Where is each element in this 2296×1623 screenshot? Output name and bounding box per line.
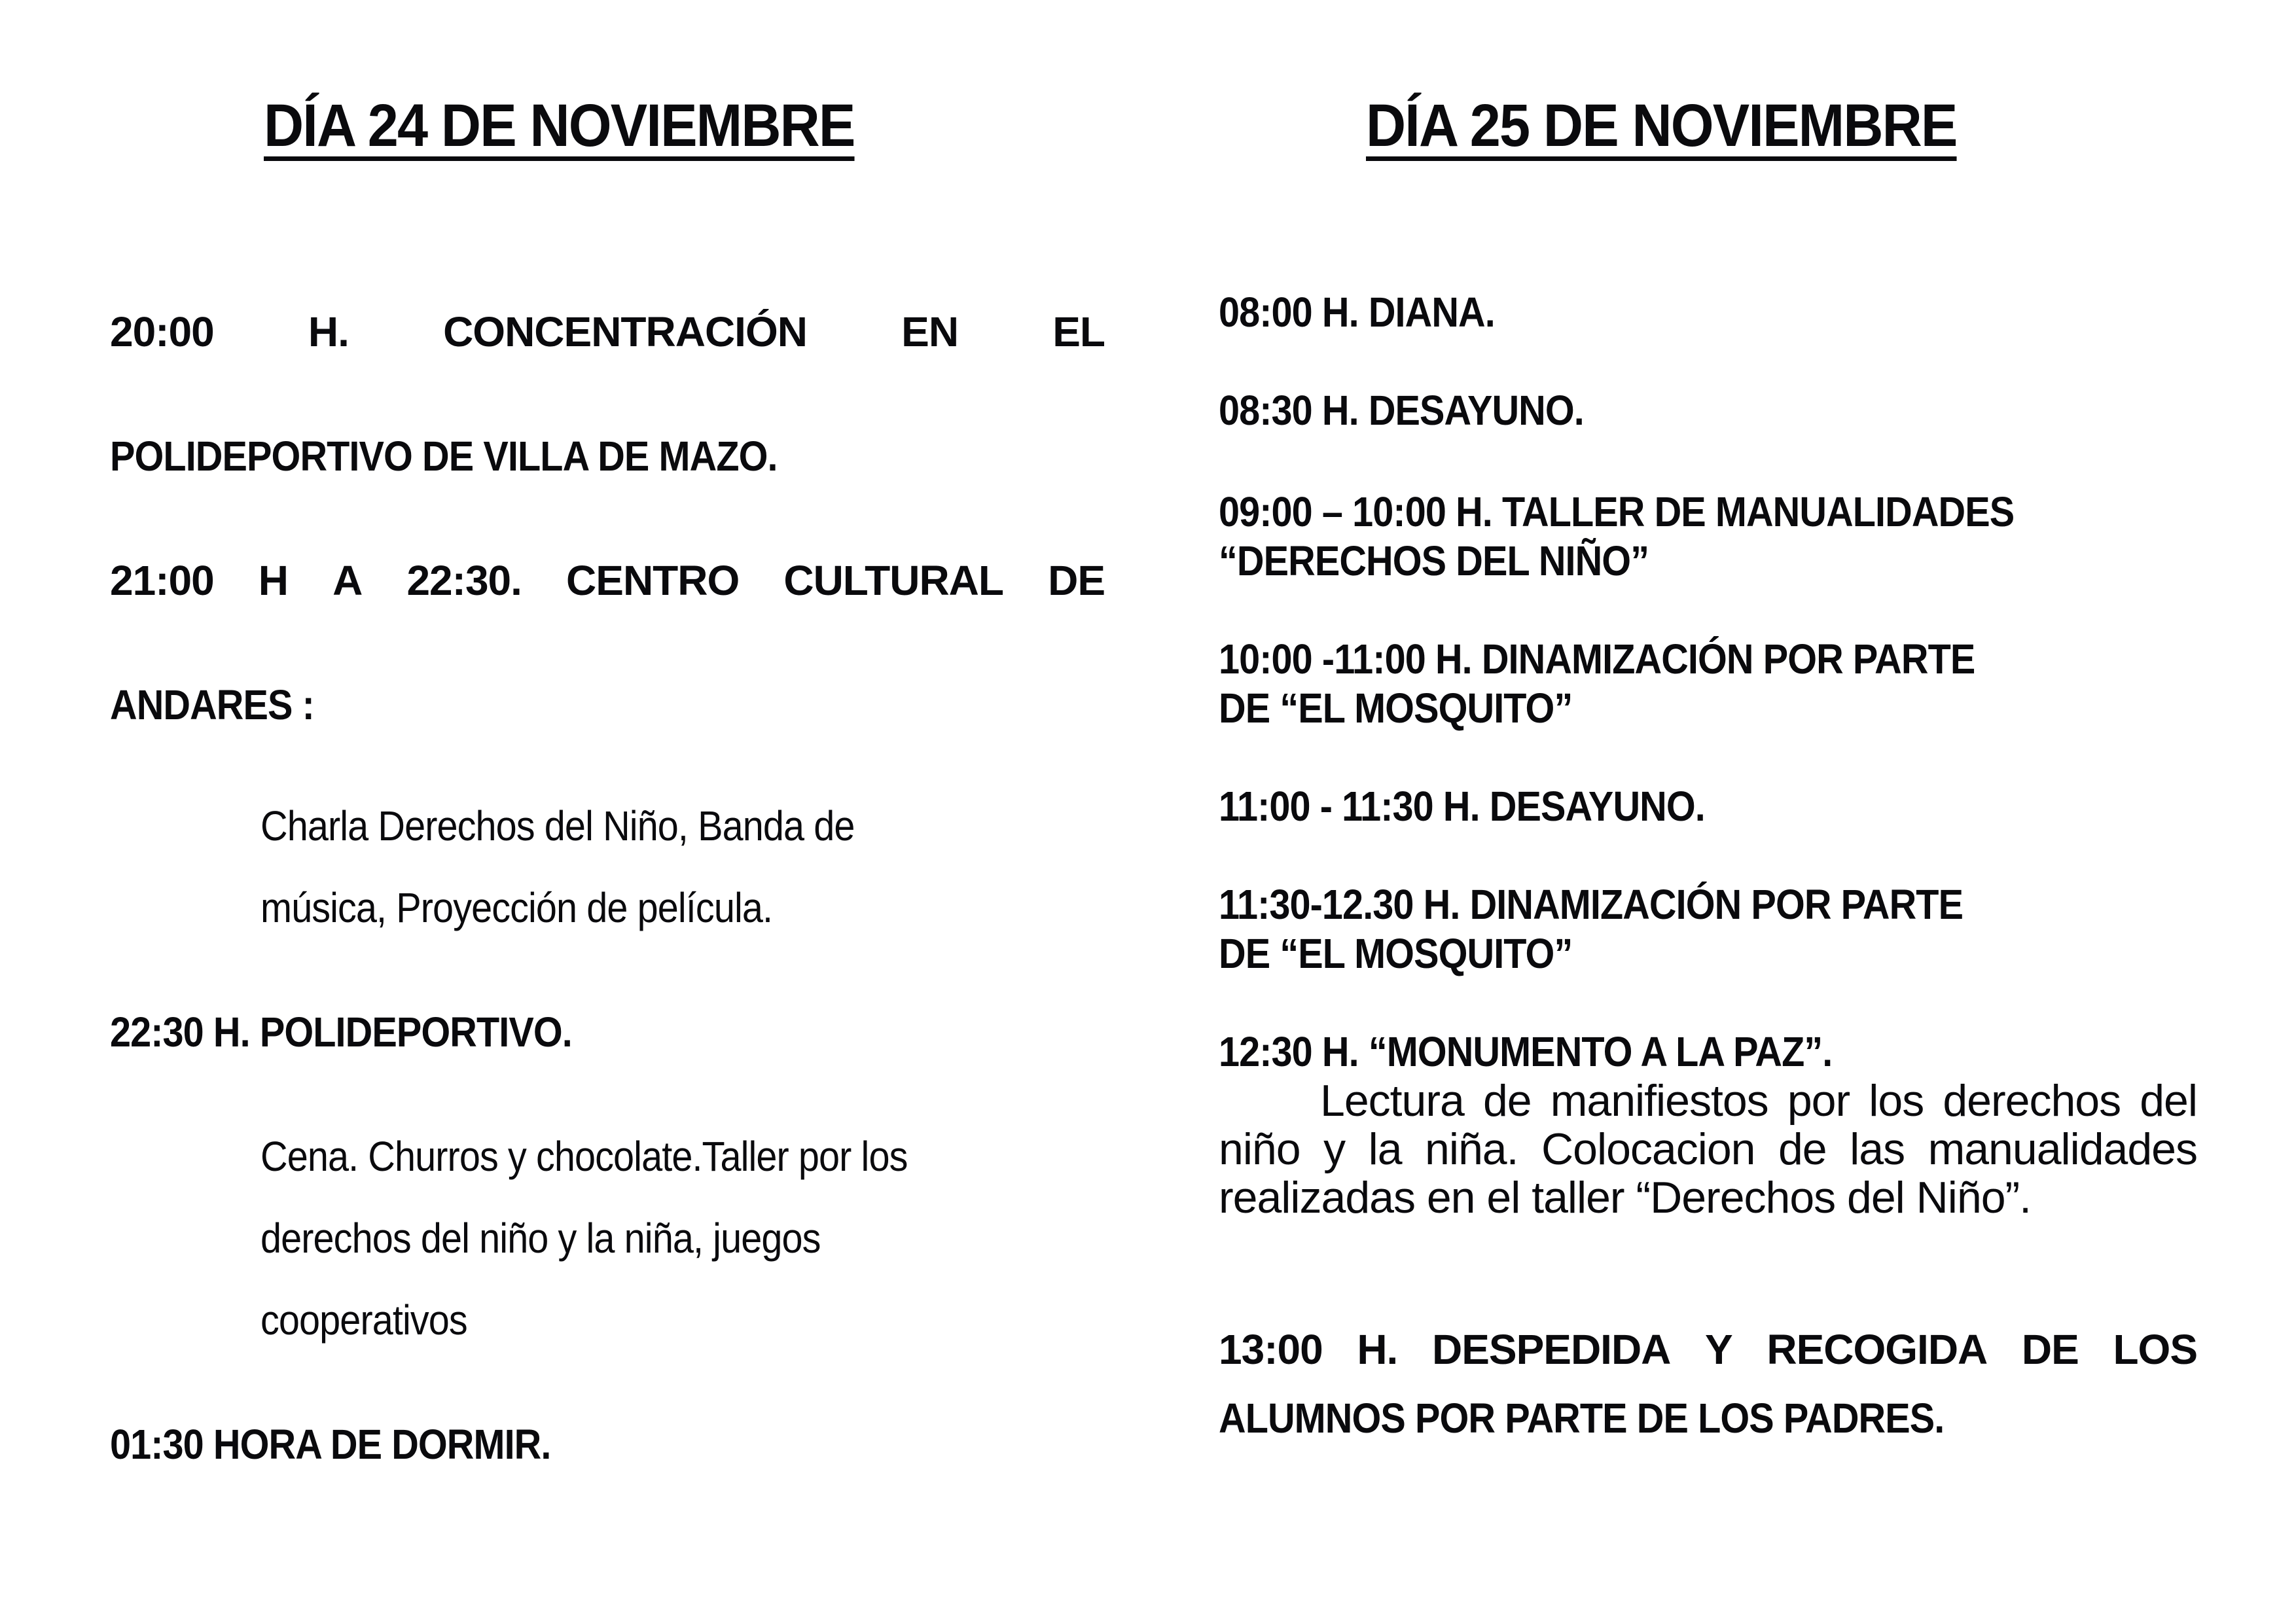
event-1300-line1: 13:00 H. DESPEDIDA Y RECOGIDA DE LOS	[1219, 1326, 2197, 1373]
event-0830: 08:30 H. DESAYUNO.	[1219, 387, 1584, 434]
event-2230-detail-2: derechos del niño y la niña, juegos	[260, 1215, 821, 1262]
event-1100: 11:00 - 11:30 H. DESAYUNO.	[1219, 783, 1705, 830]
event-2100-line2: ANDARES :	[110, 681, 314, 728]
event-1000-line2: DE “EL MOSQUITO”	[1219, 685, 1573, 732]
event-2230-heading: 22:30 H. POLIDEPORTIVO.	[110, 1008, 572, 1056]
event-1130-line1: 11:30-12.30 H. DINAMIZACIÓN POR PARTE	[1219, 881, 1964, 928]
event-1230-paragraph: Lectura de manifiestos por los derechos del niño y la niña. Colocacion de las manualidades realizadas en el taller “Derechos del Niño”.	[1219, 1076, 2197, 1222]
event-1230-heading: 12:30 H. “MONUMENTO A LA PAZ”.	[1219, 1028, 1833, 1075]
event-1130-line2: DE “EL MOSQUITO”	[1219, 930, 1573, 977]
event-0900-line2: “DERECHOS DEL NIÑO”	[1219, 537, 1649, 584]
event-2230-detail-3: cooperativos	[260, 1296, 467, 1344]
event-0800: 08:00 H. DIANA.	[1219, 289, 1495, 336]
day1-heading: DÍA 24 DE NOVIEMBRE	[264, 92, 855, 159]
event-0130-heading: 01:30 HORA DE DORMIR.	[110, 1421, 551, 1468]
event-2000-line2: POLIDEPORTIVO DE VILLA DE MAZO.	[110, 433, 778, 480]
event-1300-line2: ALUMNOS POR PARTE DE LOS PADRES.	[1219, 1395, 1945, 1442]
event-2000-line1: 20:00 H. CONCENTRACIÓN EN EL	[110, 308, 1105, 355]
event-2100-line1: 21:00 H A 22:30. CENTRO CULTURAL DE	[110, 557, 1105, 604]
event-0900-line1: 09:00 – 10:00 H. TALLER DE MANUALIDADES	[1219, 488, 2015, 535]
event-2230-detail-1: Cena. Churros y chocolate.Taller por los	[260, 1133, 908, 1180]
event-2100-detail-2: música, Proyección de película.	[260, 884, 773, 931]
event-1000-line1: 10:00 -11:00 H. DINAMIZACIÓN POR PARTE	[1219, 635, 1975, 683]
day2-heading: DÍA 25 DE NOVIEMBRE	[1366, 92, 1957, 159]
event-2100-detail-1: Charla Derechos del Niño, Banda de	[260, 802, 855, 849]
